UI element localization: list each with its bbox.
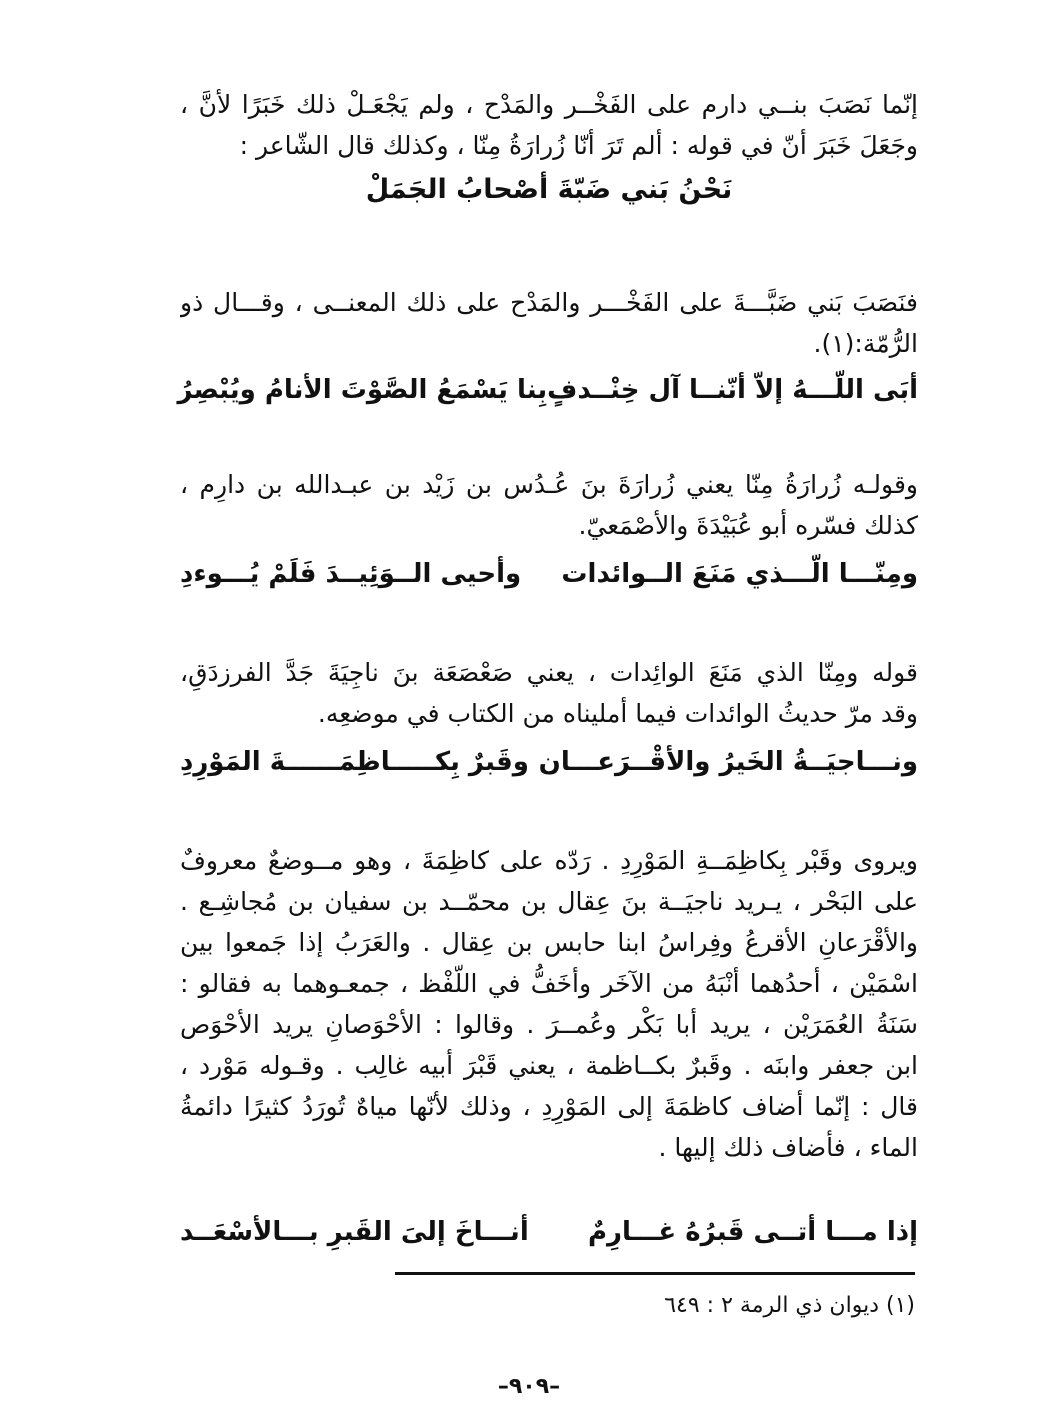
paragraph-5-line-3: والأقْرَعانِ الأقرعُ وفِراسُ ابنا حابس بن عِقال . والعَرَبُ إذا جَمعوا بين (180, 928, 918, 957)
paragraph-5-line-1: ويروى وقَبْر بِكاظِمَــةِ المَوْرِدِ . رَدّه على كاظِمَةَ ، وهو مــوضعٌ معروفٌ (180, 846, 918, 875)
verse-4 (180, 1210, 918, 1254)
paragraph-2 (180, 282, 918, 364)
page-number: –٩٠٩– (497, 1374, 561, 1399)
verse-2 (180, 552, 918, 596)
paragraph-2-line-2: الرُّمّة:(١). (813, 329, 918, 358)
paragraph-5-line-7: قال : إنّما أضاف كاظمَةَ إلى المَوْرِدِ ، وذلك لأنّها مياهٌ تُورَدُ كثيرًا دائمةُ (180, 1092, 918, 1121)
verse-4-first-hemistich: إذا مـــا أتــى قَبرُهُ غـــارِمٌ (587, 1217, 918, 1247)
paragraph-5-line-8: الماء ، فأضاف ذلك إليها . (658, 1133, 918, 1162)
paragraph-1-line-2: وجَعَلَ خَبَرَ أنّ في قوله : ألم تَرَ أنّا زُرارَةُ مِنّا ، وكذلك قال الشّاعر : (239, 131, 918, 160)
paragraph-5-line-6: ابن جعفر وابنَه . وقَبرٌ بكــاظمة ، يعني قَبْرَ أبيه غالِب . وقـوله مَوْرد ، (180, 1051, 918, 1080)
paragraph-4-line-1: قوله ومِنّا الذي مَنَعَ الوائِدات ، يعني صَعْصَعَة بنَ ناجِيَةَ جَدَّ الفرزدَقِ، (180, 658, 918, 687)
paragraph-2-line-1: فنَصَبَ بَني ضَبَّـــةَ على الفَخْـــر والمَدْح على ذلك المعنــى ، وقـــال ذو (180, 288, 918, 317)
verse-1-first-hemistich: أبَى اللّـــهُ إلاّ أنّنــا آل خِنْــدفٍ (547, 375, 918, 405)
paragraph-5 (180, 840, 918, 1168)
paragraph-1 (180, 84, 918, 212)
paragraph-5-line-2: على البَحْر ، يـريد ناجيَــة بنَ عِقال بن محمّــد بن سفيان بن مُجاشِـع . (180, 887, 918, 916)
paragraph-5-line-4: اسْمَيْن ، أحدُهما أنْبَهُ من الآخَر وأخَفُّ في اللّفْظ ، جمعـوهما به فقالو : (180, 969, 918, 998)
paragraph-5-line-5: سَنَةُ العُمَرَيْن ، يريد أبا بَكْر وعُمــرَ . وقالوا : الأحْوَصانِ يريد الأحْوَص (180, 1010, 918, 1039)
paragraph-1-line-1: إنّما نَصَبَ بنــي دارم على الفَخْــر والمَدْح ، ولم يَجْعَـلْ ذلك خَبَرًا لأنَّ ، (180, 90, 918, 119)
verse-1 (177, 368, 918, 412)
footnote: (١) ديوان ذي الرمة ٢ : ٦٤٩ (664, 1293, 915, 1318)
verse-3-first-hemistich: ونـــاجيَــةُ الخَيرُ والأقْــرَعـــان (538, 747, 918, 777)
verse-3-second-hemistich: وقَبرٌ بِكـــــاظِمَــــــةَ المَوْرِدِ (180, 747, 529, 777)
verse-2-first-hemistich: ومِنّـــا الّـــذي مَنَعَ الــوائدات (561, 559, 918, 589)
footnote-divider (395, 1272, 915, 1275)
poetic-quote: نَحْنُ بَني ضَبّةَ أصْحابُ الجَمَلْ (365, 174, 733, 205)
verse-1-second-hemistich: بِنا يَسْمَعُ الصَّوْتَ الأنامُ ويُبْصِرُ (177, 375, 548, 405)
paragraph-3 (180, 464, 918, 546)
verse-2-second-hemistich: وأحيى الــوَئِيــدَ فَلَمْ يُـــوءدِ (180, 559, 522, 589)
verse-3 (180, 740, 918, 784)
paragraph-4-line-2: وقد مرّ حديثُ الوائدات فيما أمليناه من الكتاب في موضعِه. (317, 699, 918, 728)
paragraph-3-line-1: وقولـه زُرارَةُ مِنّا يعني زُرارَةَ بنَ عُـدُس بن زَيْد بن عبـدالله بن دارِم ، (180, 470, 918, 499)
paragraph-3-line-2: كذلك فسّره أبو عُبَيْدَةَ والأصْمَعيّ. (578, 511, 918, 540)
paragraph-4 (180, 652, 918, 734)
verse-4-second-hemistich: أنـــاخَ إلىَ القَبرِ بـــالأسْعَــد (180, 1217, 529, 1247)
